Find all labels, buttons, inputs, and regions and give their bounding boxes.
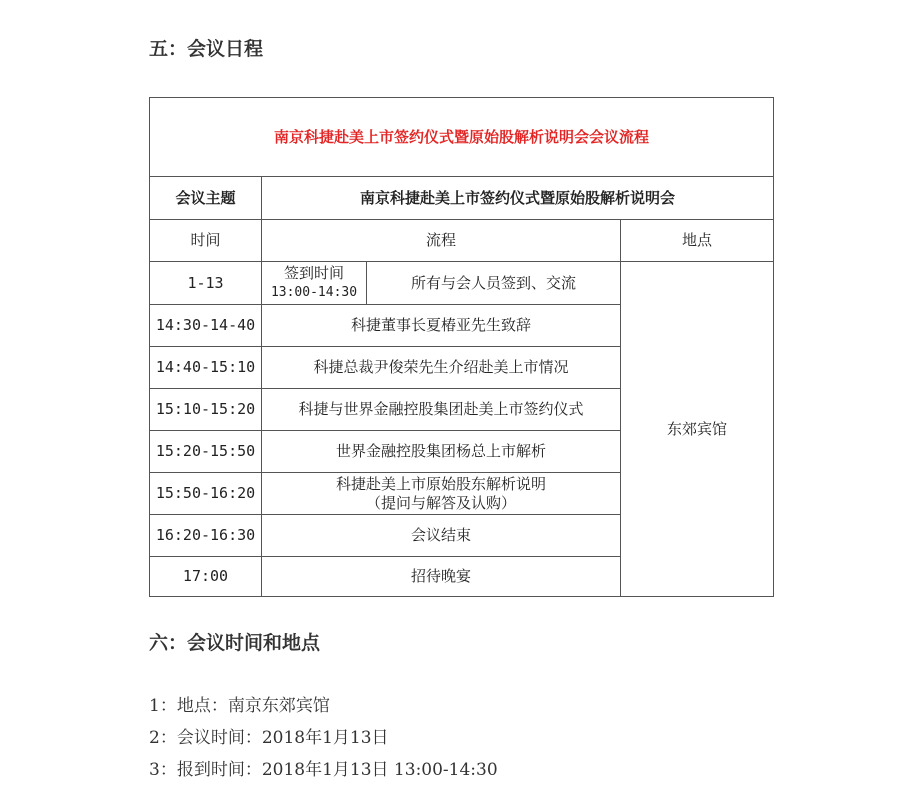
theme-label: 会议主题 [150,177,262,220]
row-desc-multiline [262,473,621,515]
checkin-desc: 所有与会人员签到、交流 [367,262,621,305]
row-time: 15:50-16:20 [150,473,262,515]
checkin-time-cell [262,262,367,305]
table-row [150,98,774,177]
row-time: 17:00 [150,557,262,597]
row-desc: 会议结束 [262,515,621,557]
checkin-date: 1-13 [150,262,262,305]
agenda-table [149,97,774,597]
info-checkin-time: 3：报到时间：2018年1月13日 13:00-14:30 [149,760,498,780]
section-heading-time-location: 六：会议时间和地点 [149,632,321,654]
info-meeting-time: 2：会议时间：2018年1月13日 [149,728,389,748]
row-time: 15:10-15:20 [150,389,262,431]
table-row [150,220,774,262]
row-desc: 世界金融控股集团杨总上市解析 [262,431,621,473]
row-time: 16:20-16:30 [150,515,262,557]
table-row [150,262,774,305]
info-location: 1：地点：南京东郊宾馆 [149,696,330,716]
row-time: 15:20-15:50 [150,431,262,473]
row-desc-line2: （提问与解答及认购） [365,493,516,512]
row-desc-line1: 科捷赴美上市原始股东解析说明 [335,474,546,493]
header-process: 流程 [262,220,621,262]
venue-cell: 东郊宾馆 [621,262,774,597]
row-desc: 科捷与世界金融控股集团赴美上市签约仪式 [262,389,621,431]
row-desc: 招待晚宴 [262,557,621,597]
row-desc: 科捷董事长夏椿亚先生致辞 [262,305,621,347]
checkin-label-time: 13:00-14:30 [270,285,358,300]
section-heading-schedule: 五：会议日程 [149,38,264,60]
agenda-title: 南京科捷赴美上市签约仪式暨原始股解析说明会会议流程 [150,98,774,177]
table-row [150,177,774,220]
row-time: 14:30-14-40 [150,305,262,347]
header-time: 时间 [150,220,262,262]
theme-value: 南京科捷赴美上市签约仪式暨原始股解析说明会 [262,177,774,220]
row-time: 14:40-15:10 [150,347,262,389]
header-venue: 地点 [621,220,774,262]
checkin-label: 签到时间 [283,264,344,282]
row-desc: 科捷总裁尹俊荣先生介绍赴美上市情况 [262,347,621,389]
agenda-table-wrapper [149,97,773,596]
